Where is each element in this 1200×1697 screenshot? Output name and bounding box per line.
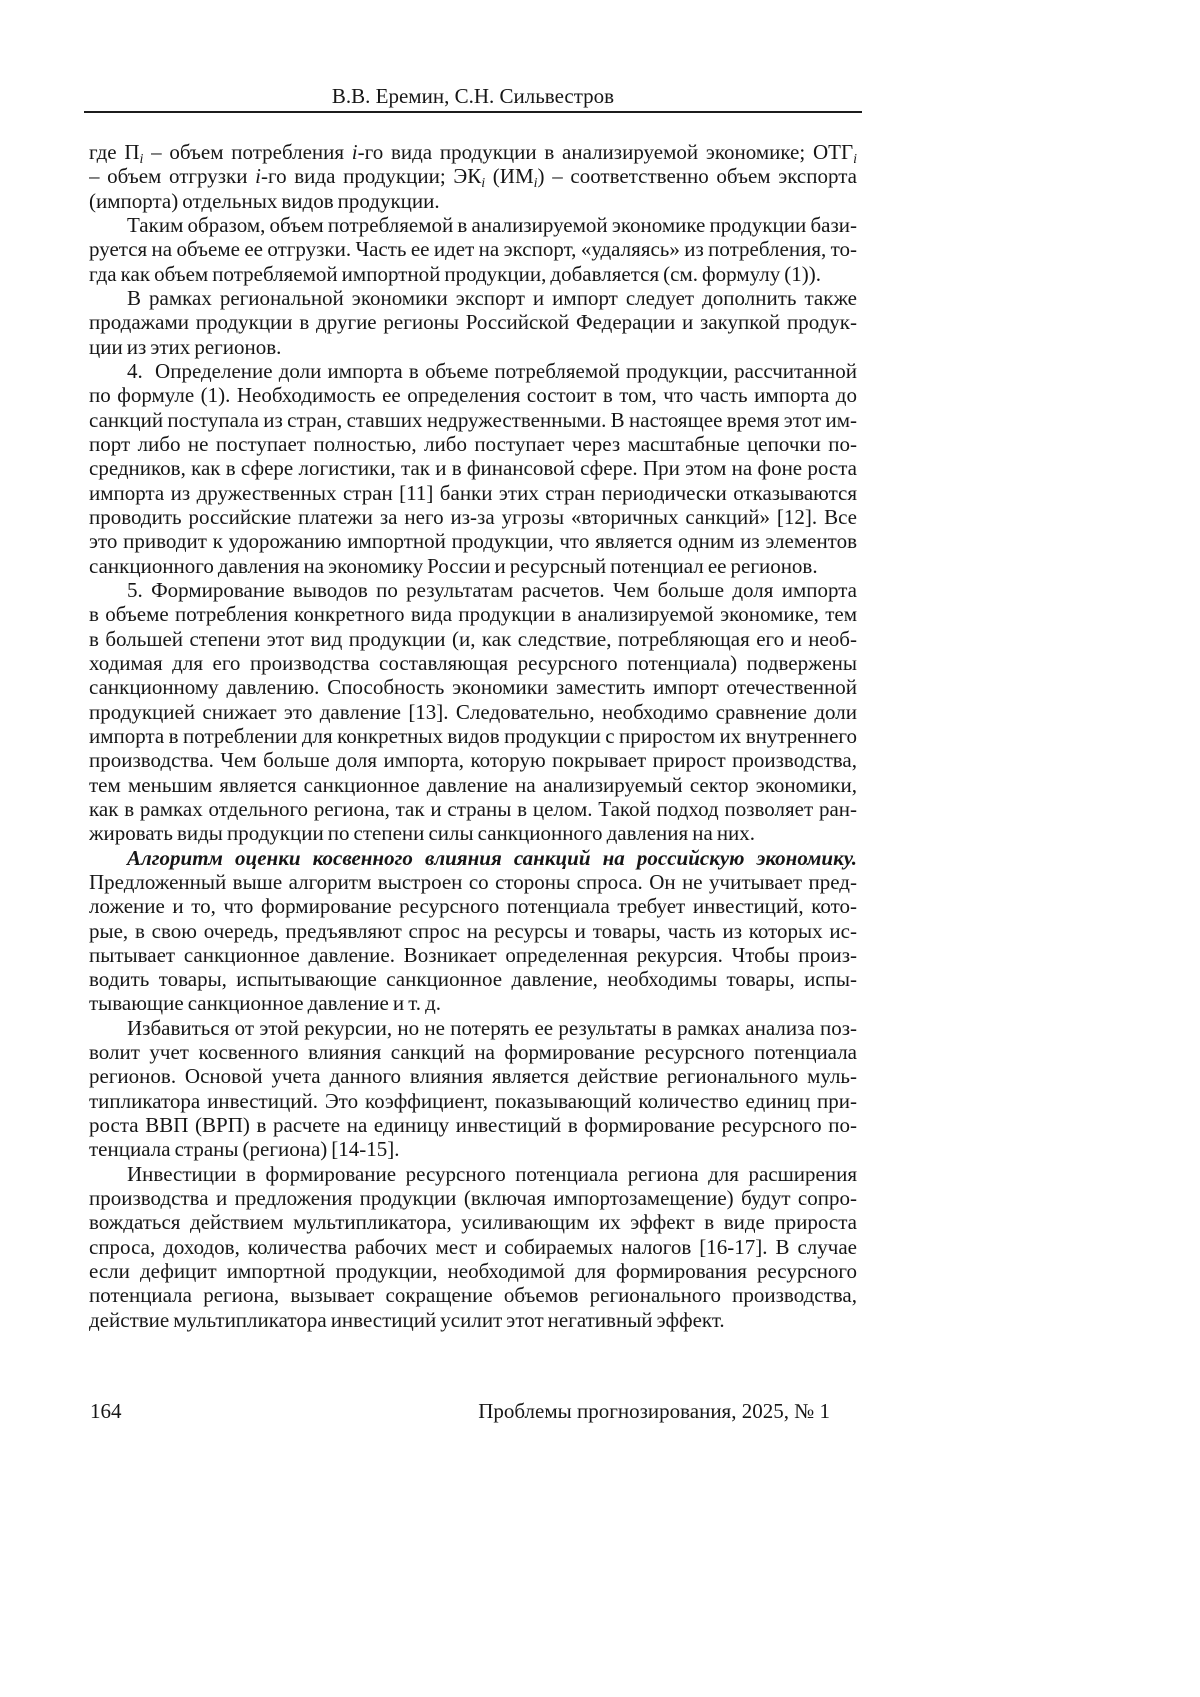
- text-line: импорта из дружественных стран [11] банки этих стран периодически отказываются: [89, 480, 857, 505]
- page-footer: [89, 1399, 857, 1425]
- text-line: действие мультипликатора инвестиций усилит этот негативный эффект.: [89, 1307, 725, 1332]
- text-line: тенциала страны (региона) [14-15].: [89, 1137, 400, 1162]
- text-line: как в рамках отдельного региона, так и страны в целом. Такой подход позволяет ран-: [89, 796, 857, 821]
- text-line: санкционному давлению. Способность экономики заместить импорт отечественной: [89, 675, 857, 700]
- text-line: типликатора инвестиций. Это коэффициент, показывающий количество единиц при-: [89, 1088, 857, 1113]
- text-line: ции из этих регионов.: [89, 334, 282, 359]
- text-line: тем меньшим является санкционное давление на анализируемый сектор экономики,: [89, 772, 857, 797]
- text-line: санкций поступала из стран, ставших недружественными. В настоящее время этот им-: [89, 407, 857, 432]
- text-line: (импорта) отдельных видов продукции.: [89, 188, 440, 213]
- text-line: это приводит к удорожанию импортной продукции, что является одним из элементов: [89, 529, 857, 554]
- text-line: в большей степени этот вид продукции (и, как следствие, потребляющая его и необ-: [89, 626, 857, 651]
- text-line: в объеме потребления конкретного вида продукции в анализируемой экономике, тем: [89, 602, 857, 627]
- text-line: пытывает санкционное давление. Возникает определенная рекурсия. Чтобы произ-: [89, 942, 857, 967]
- text-line: тывающие санкционное давление и т. д.: [89, 991, 442, 1016]
- text-line: жировать виды продукции по степени силы санкционного давления на них.: [89, 821, 756, 846]
- text-line: продукцией снижает это давление [13]. Следовательно, необходимо сравнение доли: [89, 699, 857, 724]
- body-text: [89, 140, 857, 1332]
- text-line: где Пi – объем потребления i-го вида продукции в анализируемой экономике; ОТГi: [89, 140, 857, 165]
- text-line: проводить российские платежи за него из-за угрозы «вторичных санкций» [12]. Все: [89, 504, 857, 529]
- text-line: 4. Определение доли импорта в объеме потребляемой продукции, рассчитанной: [127, 358, 857, 383]
- text-line: руется на объеме ее отгрузки. Часть ее идет на экспорт, «удаляясь» из потребления, то-: [89, 237, 857, 262]
- text-line: порт либо не поступает полностью, либо поступает через масштабные цепочки по-: [89, 431, 857, 456]
- text-line: средников, как в сфере логистики, так и в финансовой сфере. При этом на фоне роста: [89, 456, 857, 481]
- text-line: вождаться действием мультипликатора, усиливающим их эффект в виде прироста: [89, 1210, 857, 1235]
- text-line: гда как объем потребляемой импортной продукции, добавляется (см. формулу (1)).: [89, 261, 821, 286]
- text-line: водить товары, испытывающие санкционное давление, необходимы товары, испы-: [89, 967, 857, 992]
- text-line: 5. Формирование выводов по результатам расчетов. Чем больше доля импорта: [127, 577, 857, 602]
- text-line: Таким образом, объем потребляемой в анализируемой экономике продукции бази-: [127, 212, 857, 237]
- text-line: санкционного давления на экономику России и ресурсный потенциал ее регионов.: [89, 553, 818, 578]
- text-line: рые, в свою очередь, предъявляют спрос на ресурсы и товары, часть из которых ис-: [89, 918, 857, 943]
- text-line: производства. Чем больше доля импорта, которую покрывает прирост производства,: [89, 748, 857, 773]
- running-head: [84, 84, 862, 113]
- text-line: регионов. Основой учета данного влияния является действие регионального муль-: [89, 1064, 857, 1089]
- text-line: по формуле (1). Необходимость ее определения состоит в том, что часть импорта до: [89, 383, 857, 408]
- running-head-authors: В.В. Еремин, С.Н. Сильвестров: [331, 84, 615, 108]
- text-line: спроса, доходов, количества рабочих мест и собираемых налогов [16-17]. В случае: [89, 1234, 857, 1259]
- text-line: если дефицит импортной продукции, необходимой для формирования ресурсного: [89, 1259, 857, 1284]
- text-line: В рамках региональной экономики экспорт и импорт следует дополнить также: [127, 285, 857, 310]
- text-line: ложение и то, что формирование ресурсного потенциала требует инвестиций, кото-: [89, 894, 857, 919]
- journal-title: Проблемы прогнозирования, 2025, № 1: [478, 1399, 830, 1423]
- text-line: производства и предложения продукции (включая импортозамещение) будут сопро-: [89, 1186, 857, 1211]
- text-line: Предложенный выше алгоритм выстроен со стороны спроса. Он не учитывает пред-: [89, 869, 857, 894]
- text-line: продажами продукции в другие регионы Российской Федерации и закупкой продук-: [89, 310, 857, 335]
- text-line: Алгоритм оценки косвенного влияния санкций на российскую экономику.: [127, 845, 857, 870]
- text-line: потенциала региона, вызывает сокращение объемов регионального производства,: [89, 1283, 857, 1308]
- text-line: Инвестиции в формирование ресурсного потенциала региона для расширения: [127, 1161, 857, 1186]
- text-line: ходимая для его производства составляющая ресурсного потенциала) подвержены: [89, 650, 857, 675]
- text-line: импорта в потреблении для конкретных видов продукции с приростом их внутреннего: [89, 723, 857, 748]
- text-line: Избавиться от этой рекурсии, но не потерять ее результаты в рамках анализа поз-: [127, 1015, 857, 1040]
- text-line: – объем отгрузки i-го вида продукции; ЭКi (ИМi) – соответственно объем экспорта: [89, 164, 857, 189]
- text-line: волит учет косвенного влияния санкций на формирование ресурсного потенциала: [89, 1040, 857, 1065]
- text-line: роста ВВП (ВРП) в расчете на единицу инвестиций в формирование ресурсного по-: [89, 1113, 857, 1138]
- page-number: 164: [90, 1399, 122, 1423]
